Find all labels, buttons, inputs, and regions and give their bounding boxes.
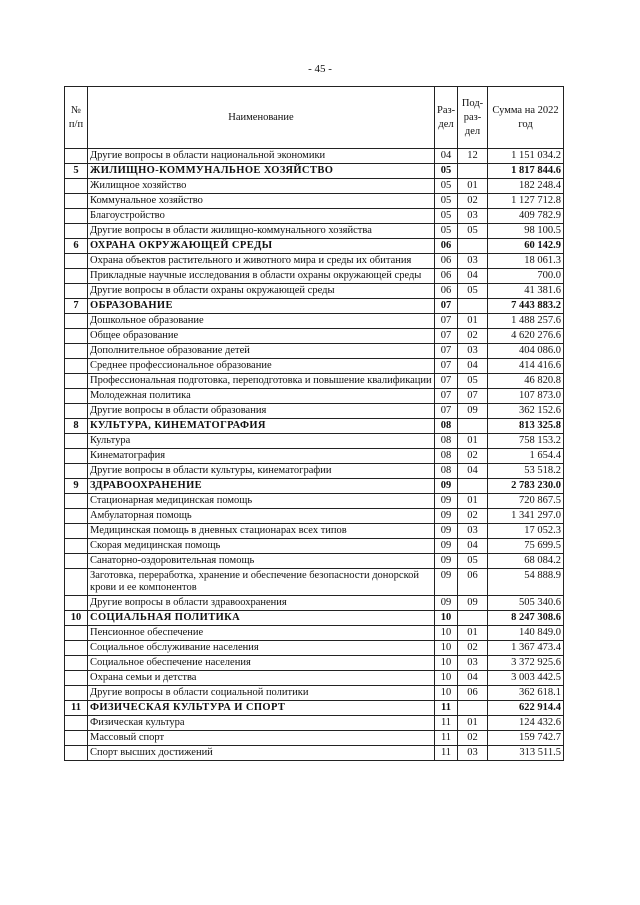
cell-razdel: 08: [435, 449, 458, 464]
cell-num: [65, 329, 88, 344]
cell-podrazdel: 07: [458, 389, 488, 404]
cell-podrazdel: 03: [458, 344, 488, 359]
cell-name: Молодежная политика: [88, 389, 435, 404]
table-row: [65, 389, 564, 404]
cell-num: [65, 404, 88, 419]
cell-sum: 124 432.6: [488, 716, 564, 731]
cell-razdel: 05: [435, 209, 458, 224]
table-row: [65, 359, 564, 374]
table-row: [65, 269, 564, 284]
cell-num: [65, 641, 88, 656]
cell-name: Другие вопросы в области жилищно-коммунального хозяйства: [88, 224, 435, 239]
table-row: [65, 641, 564, 656]
cell-podrazdel: 09: [458, 404, 488, 419]
cell-num: [65, 524, 88, 539]
cell-sum: 41 381.6: [488, 284, 564, 299]
cell-podrazdel: 02: [458, 329, 488, 344]
cell-razdel: 09: [435, 509, 458, 524]
table-row: [65, 626, 564, 641]
cell-razdel: 10: [435, 671, 458, 686]
cell-sum: 720 867.5: [488, 494, 564, 509]
cell-razdel: 11: [435, 716, 458, 731]
cell-podrazdel: 05: [458, 374, 488, 389]
cell-sum: 2 783 230.0: [488, 479, 564, 494]
cell-name: Охрана семьи и детства: [88, 671, 435, 686]
cell-name: Другие вопросы в области образования: [88, 404, 435, 419]
cell-name: СОЦИАЛЬНАЯ ПОЛИТИКА: [88, 611, 435, 626]
section-row: [65, 164, 564, 179]
cell-name: Массовый спорт: [88, 731, 435, 746]
cell-razdel: 05: [435, 224, 458, 239]
cell-name: Медицинская помощь в дневных стационарах всех типов: [88, 524, 435, 539]
table-row: [65, 746, 564, 761]
cell-podrazdel: 04: [458, 464, 488, 479]
cell-razdel: 07: [435, 374, 458, 389]
cell-name: Другие вопросы в области охраны окружающей среды: [88, 284, 435, 299]
table-row: [65, 449, 564, 464]
table-row: [65, 194, 564, 209]
cell-razdel: 09: [435, 569, 458, 596]
cell-num: 7: [65, 299, 88, 314]
cell-sum: 1 341 297.0: [488, 509, 564, 524]
cell-name: ЗДРАВООХРАНЕНИЕ: [88, 479, 435, 494]
cell-sum: 7 443 883.2: [488, 299, 564, 314]
cell-razdel: 06: [435, 239, 458, 254]
cell-sum: 3 372 925.6: [488, 656, 564, 671]
cell-num: [65, 671, 88, 686]
table-row: [65, 179, 564, 194]
cell-podrazdel: 03: [458, 656, 488, 671]
cell-podrazdel: 04: [458, 269, 488, 284]
cell-podrazdel: 03: [458, 524, 488, 539]
cell-name: Физическая культура: [88, 716, 435, 731]
cell-sum: 98 100.5: [488, 224, 564, 239]
table-row: [65, 329, 564, 344]
cell-sum: 75 699.5: [488, 539, 564, 554]
cell-name: Другие вопросы в области национальной экономики: [88, 149, 435, 164]
cell-sum: 362 618.1: [488, 686, 564, 701]
cell-sum: 8 247 308.6: [488, 611, 564, 626]
cell-razdel: 05: [435, 194, 458, 209]
cell-podrazdel: 02: [458, 509, 488, 524]
cell-sum: 3 003 442.5: [488, 671, 564, 686]
section-row: [65, 701, 564, 716]
cell-razdel: 07: [435, 404, 458, 419]
cell-num: [65, 464, 88, 479]
cell-num: [65, 554, 88, 569]
cell-razdel: 10: [435, 686, 458, 701]
cell-podrazdel: 04: [458, 539, 488, 554]
cell-sum: 18 061.3: [488, 254, 564, 269]
cell-name: Санаторно-оздоровительная помощь: [88, 554, 435, 569]
cell-num: [65, 179, 88, 194]
table-row: [65, 671, 564, 686]
cell-num: [65, 194, 88, 209]
cell-sum: 362 152.6: [488, 404, 564, 419]
cell-podrazdel: 02: [458, 731, 488, 746]
cell-podrazdel: 03: [458, 746, 488, 761]
cell-razdel: 07: [435, 359, 458, 374]
cell-num: [65, 569, 88, 596]
table-row: [65, 569, 564, 596]
cell-name: Амбулаторная помощь: [88, 509, 435, 524]
header-podrazdel: Под-раз-дел: [458, 87, 488, 149]
cell-podrazdel: 03: [458, 209, 488, 224]
cell-name: ОХРАНА ОКРУЖАЮЩЕЙ СРЕДЫ: [88, 239, 435, 254]
cell-razdel: 09: [435, 554, 458, 569]
table-row: [65, 596, 564, 611]
cell-sum: 1 367 473.4: [488, 641, 564, 656]
cell-podrazdel: 01: [458, 716, 488, 731]
cell-name: Охрана объектов растительного и животного мира и среды их обитания: [88, 254, 435, 269]
cell-razdel: 07: [435, 389, 458, 404]
cell-num: [65, 716, 88, 731]
table-body: [65, 149, 564, 761]
cell-name: Социальное обслуживание населения: [88, 641, 435, 656]
cell-razdel: 10: [435, 641, 458, 656]
cell-razdel: 04: [435, 149, 458, 164]
cell-num: [65, 626, 88, 641]
cell-num: [65, 314, 88, 329]
table-row: [65, 494, 564, 509]
cell-sum: 1 817 844.6: [488, 164, 564, 179]
cell-podrazdel: 02: [458, 641, 488, 656]
cell-razdel: 11: [435, 746, 458, 761]
cell-sum: 622 914.4: [488, 701, 564, 716]
cell-sum: 505 340.6: [488, 596, 564, 611]
section-row: [65, 299, 564, 314]
cell-name: Жилищное хозяйство: [88, 179, 435, 194]
cell-num: [65, 509, 88, 524]
cell-num: [65, 596, 88, 611]
cell-num: 5: [65, 164, 88, 179]
cell-podrazdel: 09: [458, 596, 488, 611]
cell-razdel: 07: [435, 329, 458, 344]
section-row: [65, 239, 564, 254]
cell-num: 8: [65, 419, 88, 434]
cell-podrazdel: 05: [458, 554, 488, 569]
cell-sum: 46 820.8: [488, 374, 564, 389]
table-row: [65, 224, 564, 239]
cell-razdel: 08: [435, 464, 458, 479]
cell-sum: 140 849.0: [488, 626, 564, 641]
cell-sum: 182 248.4: [488, 179, 564, 194]
cell-razdel: 08: [435, 434, 458, 449]
table-header-row: [65, 87, 564, 149]
cell-razdel: 11: [435, 731, 458, 746]
cell-num: 6: [65, 239, 88, 254]
cell-num: [65, 449, 88, 464]
cell-sum: 53 518.2: [488, 464, 564, 479]
cell-podrazdel: [458, 299, 488, 314]
cell-num: [65, 389, 88, 404]
table-row: [65, 254, 564, 269]
cell-sum: 54 888.9: [488, 569, 564, 596]
cell-podrazdel: [458, 611, 488, 626]
table-row: [65, 149, 564, 164]
cell-num: [65, 746, 88, 761]
cell-name: КУЛЬТУРА, КИНЕМАТОГРАФИЯ: [88, 419, 435, 434]
table-row: [65, 404, 564, 419]
cell-name: Коммунальное хозяйство: [88, 194, 435, 209]
table-row: [65, 554, 564, 569]
header-name: Наименование: [88, 87, 435, 149]
cell-podrazdel: 05: [458, 224, 488, 239]
cell-name: Заготовка, переработка, хранение и обеспечение безопасности донорской крови и ее компонентов: [88, 569, 435, 596]
cell-razdel: 09: [435, 479, 458, 494]
table-row: [65, 434, 564, 449]
cell-name: Благоустройство: [88, 209, 435, 224]
cell-name: Кинематография: [88, 449, 435, 464]
cell-razdel: 08: [435, 419, 458, 434]
cell-num: [65, 284, 88, 299]
cell-num: [65, 374, 88, 389]
cell-razdel: 09: [435, 524, 458, 539]
table-row: [65, 314, 564, 329]
cell-name: Дошкольное образование: [88, 314, 435, 329]
cell-razdel: 09: [435, 539, 458, 554]
cell-num: [65, 359, 88, 374]
section-row: [65, 479, 564, 494]
table-row: [65, 539, 564, 554]
cell-name: Прикладные научные исследования в области охраны окружающей среды: [88, 269, 435, 284]
cell-sum: 313 511.5: [488, 746, 564, 761]
cell-num: [65, 344, 88, 359]
cell-razdel: 07: [435, 314, 458, 329]
cell-name: Другие вопросы в области социальной политики: [88, 686, 435, 701]
cell-podrazdel: 12: [458, 149, 488, 164]
cell-razdel: 10: [435, 611, 458, 626]
table-row: [65, 464, 564, 479]
cell-razdel: 11: [435, 701, 458, 716]
cell-sum: 68 084.2: [488, 554, 564, 569]
cell-podrazdel: 02: [458, 194, 488, 209]
table-row: [65, 716, 564, 731]
table-row: [65, 509, 564, 524]
table-row: [65, 284, 564, 299]
table-row: [65, 686, 564, 701]
header-razdel: Раз-дел: [435, 87, 458, 149]
cell-name: Пенсионное обеспечение: [88, 626, 435, 641]
cell-podrazdel: 01: [458, 494, 488, 509]
table-row: [65, 524, 564, 539]
cell-podrazdel: [458, 239, 488, 254]
cell-num: [65, 731, 88, 746]
cell-name: Стационарная медицинская помощь: [88, 494, 435, 509]
cell-sum: 1 654.4: [488, 449, 564, 464]
cell-sum: 1 127 712.8: [488, 194, 564, 209]
cell-razdel: 09: [435, 494, 458, 509]
cell-name: Социальное обеспечение населения: [88, 656, 435, 671]
cell-razdel: 07: [435, 344, 458, 359]
cell-sum: 4 620 276.6: [488, 329, 564, 344]
cell-podrazdel: [458, 479, 488, 494]
cell-name: Скорая медицинская помощь: [88, 539, 435, 554]
table-row: [65, 209, 564, 224]
cell-podrazdel: 04: [458, 359, 488, 374]
cell-num: 10: [65, 611, 88, 626]
cell-num: [65, 656, 88, 671]
cell-podrazdel: 01: [458, 179, 488, 194]
cell-sum: 758 153.2: [488, 434, 564, 449]
cell-podrazdel: 06: [458, 686, 488, 701]
cell-num: [65, 434, 88, 449]
cell-podrazdel: 01: [458, 626, 488, 641]
cell-razdel: 05: [435, 179, 458, 194]
cell-razdel: 06: [435, 269, 458, 284]
budget-table: [64, 86, 564, 761]
cell-podrazdel: 05: [458, 284, 488, 299]
cell-sum: 414 416.6: [488, 359, 564, 374]
cell-name: Другие вопросы в области культуры, кинематографии: [88, 464, 435, 479]
cell-num: [65, 494, 88, 509]
cell-razdel: 05: [435, 164, 458, 179]
cell-name: Профессиональная подготовка, переподготовка и повышение квалификации: [88, 374, 435, 389]
header-sum: Сумма на 2022 год: [488, 87, 564, 149]
cell-name: ЖИЛИЩНО-КОММУНАЛЬНОЕ ХОЗЯЙСТВО: [88, 164, 435, 179]
cell-name: ОБРАЗОВАНИЕ: [88, 299, 435, 314]
cell-podrazdel: 04: [458, 671, 488, 686]
section-row: [65, 611, 564, 626]
cell-podrazdel: 01: [458, 434, 488, 449]
page-number: - 45 -: [308, 63, 332, 75]
cell-podrazdel: 03: [458, 254, 488, 269]
cell-razdel: 06: [435, 254, 458, 269]
cell-name: Культура: [88, 434, 435, 449]
cell-name: Среднее профессиональное образование: [88, 359, 435, 374]
cell-num: [65, 209, 88, 224]
table-row: [65, 344, 564, 359]
cell-sum: 60 142.9: [488, 239, 564, 254]
cell-razdel: 10: [435, 656, 458, 671]
cell-sum: 404 086.0: [488, 344, 564, 359]
cell-name: Дополнительное образование детей: [88, 344, 435, 359]
cell-podrazdel: [458, 164, 488, 179]
cell-sum: 1 151 034.2: [488, 149, 564, 164]
cell-sum: 813 325.8: [488, 419, 564, 434]
cell-name: ФИЗИЧЕСКАЯ КУЛЬТУРА И СПОРТ: [88, 701, 435, 716]
cell-podrazdel: [458, 419, 488, 434]
cell-num: [65, 269, 88, 284]
cell-num: 11: [65, 701, 88, 716]
cell-razdel: 06: [435, 284, 458, 299]
cell-sum: 1 488 257.6: [488, 314, 564, 329]
cell-sum: 17 052.3: [488, 524, 564, 539]
cell-razdel: 07: [435, 299, 458, 314]
header-num: № п/п: [65, 87, 88, 149]
table-row: [65, 731, 564, 746]
cell-razdel: 09: [435, 596, 458, 611]
cell-num: 9: [65, 479, 88, 494]
table-row: [65, 374, 564, 389]
cell-num: [65, 224, 88, 239]
cell-name: Другие вопросы в области здравоохранения: [88, 596, 435, 611]
table-row: [65, 656, 564, 671]
cell-name: Спорт высших достижений: [88, 746, 435, 761]
cell-num: [65, 539, 88, 554]
cell-num: [65, 149, 88, 164]
cell-sum: 700.0: [488, 269, 564, 284]
cell-num: [65, 686, 88, 701]
cell-sum: 107 873.0: [488, 389, 564, 404]
cell-podrazdel: [458, 701, 488, 716]
cell-sum: 159 742.7: [488, 731, 564, 746]
cell-podrazdel: 06: [458, 569, 488, 596]
section-row: [65, 419, 564, 434]
cell-razdel: 10: [435, 626, 458, 641]
cell-sum: 409 782.9: [488, 209, 564, 224]
cell-podrazdel: 01: [458, 314, 488, 329]
cell-num: [65, 254, 88, 269]
cell-name: Общее образование: [88, 329, 435, 344]
cell-podrazdel: 02: [458, 449, 488, 464]
